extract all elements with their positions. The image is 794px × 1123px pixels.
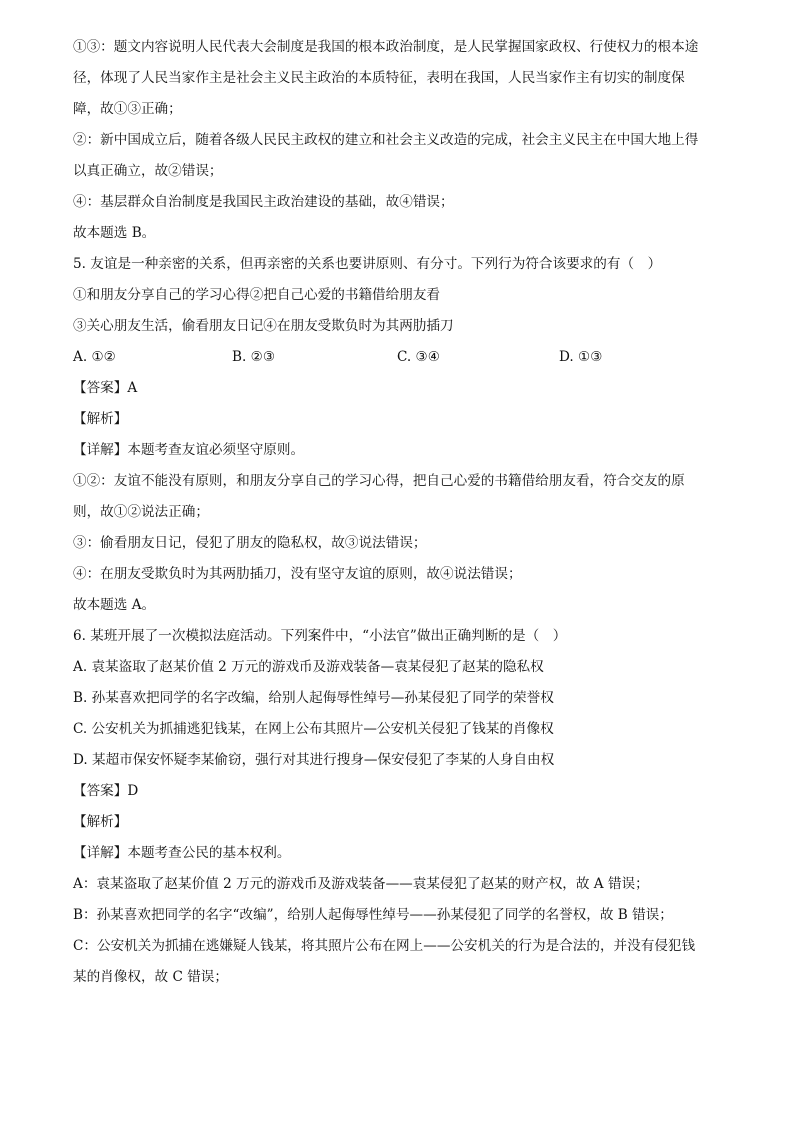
analysis-13-line3: 障，故①③正确；	[73, 101, 182, 117]
q6-analysis-a: A：袁某盗取了赵某价值 2 万元的游戏币及游戏装备——袁某侵犯了赵某的财产权，故 A 错误；	[73, 876, 649, 892]
q6-analysis-label: 【解析】	[73, 814, 128, 830]
analysis-conclusion: 故本题选 B。	[73, 225, 156, 241]
q6-option-b: B. 孙某喜欢把同学的名字改编，给别人起侮辱性绰号—孙某侵犯了同学的荣誉权	[73, 690, 554, 706]
q6-stem: 6. 某班开展了一次模拟法庭活动。下列案件中，“小法官”做出正确判断的是（ ）	[73, 628, 567, 644]
q5-analysis-4: ④：在朋友受欺负时为其两肋插刀，没有坚守友谊的原则，故④说法错误；	[73, 566, 522, 582]
q5-option-d: D. ①③	[559, 349, 603, 365]
q6-option-d: D. 某超市保安怀疑李某偷窃，强行对其进行搜身—保安侵犯了李某的人身自由权	[73, 752, 555, 768]
q6-option-a: A. 袁某盗取了赵某价值 2 万元的游戏币及游戏装备—袁某侵犯了赵某的隐私权	[73, 659, 544, 675]
q5-stem: 5. 友谊是一种亲密的关系，但再亲密的关系也要讲原则、有分寸。下列行为符合该要求的有（ ）	[73, 256, 662, 272]
q6-analysis-c-line1: C：公安机关为抓捕在逃嫌疑人钱某，将其照片公布在网上——公安机关的行为是合法的，并没有侵犯钱	[73, 938, 696, 954]
q6-analysis-b: B：孙某喜欢把同学的名字“改编”，给别人起侮辱性绰号——孙某侵犯了同学的名誉权，故 B 错误；	[73, 907, 673, 923]
q5-analysis-label: 【解析】	[73, 411, 128, 427]
q5-analysis-12-line1: ①②：友谊不能没有原则，和朋友分享自己的学习心得，把自己心爱的书籍借给朋友看，符合交友的原	[73, 473, 685, 489]
q5-option-c: C. ③④	[397, 349, 440, 365]
q5-items-line2: ③关心朋友生活，偷看朋友日记④在朋友受欺负时为其两肋插刀	[73, 318, 454, 334]
q5-option-a: A. ①②	[73, 349, 116, 365]
analysis-13-line2: 径，体现了人民当家作主是社会主义民主政治的本质特征，表明在我国，人民当家作主有切实的制度保	[73, 70, 685, 86]
q5-items-line1: ①和朋友分享自己的学习心得②把自己心爱的书籍借给朋友看	[73, 287, 441, 303]
q5-conclusion: 故本题选 A。	[73, 597, 156, 613]
q6-analysis-c-line2: 某的肖像权，故 C 错误；	[73, 969, 228, 985]
q5-option-b: B. ②③	[232, 349, 276, 365]
analysis-13-line1: ①③：题文内容说明人民代表大会制度是我国的根本政治制度，是人民掌握国家政权、行使权力的根本途	[73, 39, 699, 55]
analysis-2-line1: ②：新中国成立后，随着各级人民民主政权的建立和社会主义改造的完成，社会主义民主在中国大地上得	[73, 132, 699, 148]
q6-option-c: C. 公安机关为抓捕逃犯钱某，在网上公布其照片—公安机关侵犯了钱某的肖像权	[73, 721, 554, 737]
q6-answer: 【答案】D	[73, 783, 139, 799]
q5-analysis-3: ③：偷看朋友日记，侵犯了朋友的隐私权，故③说法错误；	[73, 535, 427, 551]
analysis-4: ④：基层群众自治制度是我国民主政治建设的基础，故④错误；	[73, 194, 454, 210]
q5-detail: 【详解】本题考查友谊必须坚守原则。	[73, 442, 305, 458]
analysis-2-line2: 以真正确立，故②错误；	[73, 163, 223, 179]
q6-detail: 【详解】本题考查公民的基本权利。	[73, 845, 291, 861]
q5-analysis-12-line2: 则，故①②说法正确；	[73, 504, 209, 520]
q5-answer: 【答案】A	[73, 380, 138, 396]
